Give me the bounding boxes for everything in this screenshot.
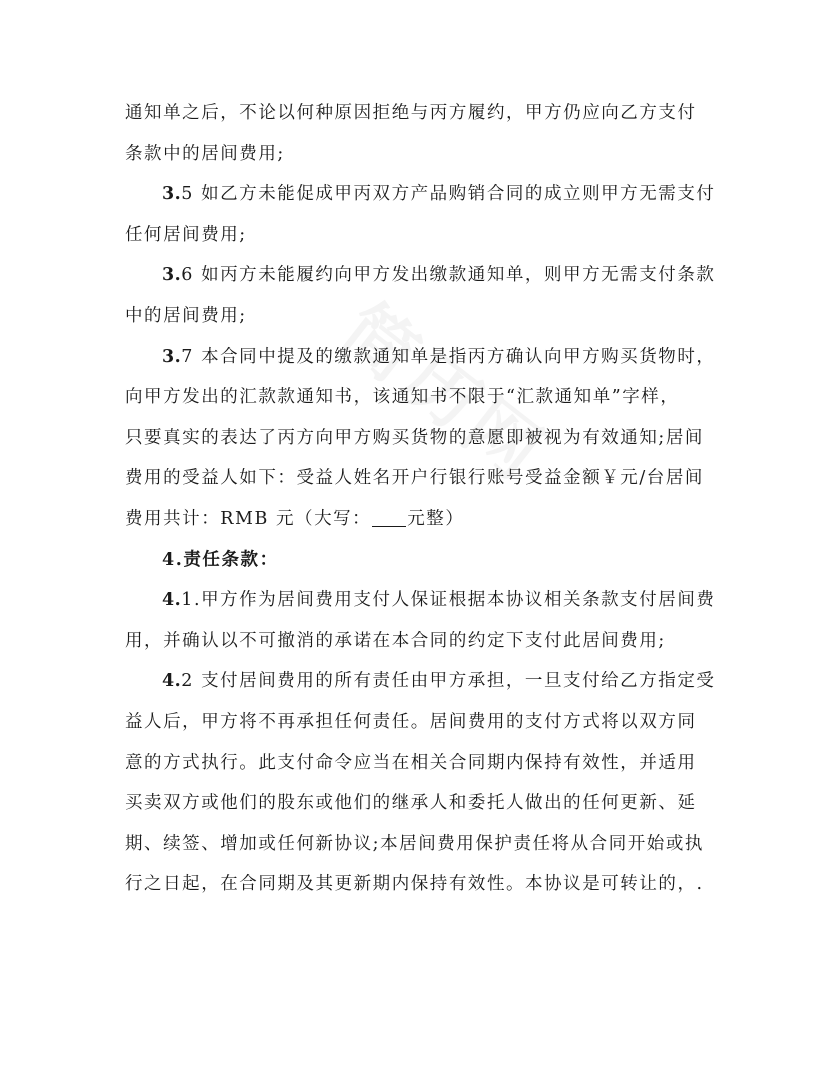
clause-number: 4. <box>162 590 182 611</box>
text-line: 益人后，甲方将不再承担任何责任。居间费用的支付方式将以双方同 <box>125 711 697 732</box>
clause-text: 7 本合同中提及的缴款通知单是指丙方确认向甲方购买货物时， <box>181 346 716 367</box>
contract-body <box>125 93 716 905</box>
clause-3-7 <box>125 337 716 540</box>
text-line: 期、续签、增加或任何新协议;本居间费用保护责任将从合同开始或执 <box>125 833 704 854</box>
clause-3-5 <box>125 174 716 255</box>
clause-text: 6 如丙方未能履约向甲方发出缴款通知单，则甲方无需支付条款 <box>181 265 716 286</box>
clause-first-line <box>125 337 716 378</box>
clause-3-6 <box>125 255 716 336</box>
fee-total-suffix: 元整） <box>407 508 465 529</box>
clause-text: 2 支付居间费用的所有责任由甲方承担，一旦支付给乙方指定受 <box>181 671 716 692</box>
fee-total-line <box>125 499 710 540</box>
clause-number: 3. <box>162 265 182 286</box>
clause-first-line <box>125 580 716 621</box>
text-line: 条款中的居间费用; <box>125 143 285 164</box>
clause-number: 3. <box>162 346 182 367</box>
text-line: 任何居间费用; <box>125 224 247 245</box>
clause-text: 1.甲方作为居间费用支付人保证根据本协议相关条款支付居间费 <box>181 590 716 611</box>
section-heading-4: 4.责任条款： <box>162 549 279 570</box>
amount-blank-field[interactable] <box>372 512 406 527</box>
text-line: 用，并确认以不可撤消的承诺在本合同的约定下支付此居间费用; <box>125 630 666 651</box>
text-line: 向甲方发出的汇款款通知书，该通知书不限于“汇款通知单”字样， <box>125 387 680 408</box>
clause-first-line <box>125 255 716 296</box>
clause-number: 3. <box>162 184 182 205</box>
fee-total-prefix: 费用共计：RMB 元（大写： <box>125 508 372 529</box>
text-line: 中的居间费用; <box>125 305 247 326</box>
clause-text: 5 如乙方未能促成甲丙双方产品购销合同的成立则甲方无需支付 <box>181 184 716 205</box>
clause-first-line <box>125 174 716 215</box>
clause-number: 4. <box>162 671 182 692</box>
paragraph-3-4-continuation <box>125 93 710 174</box>
text-line: 行之日起，在合同期及其更新期内保持有效性。本协议是可转让的，. <box>125 874 704 895</box>
text-line: 费用的受益人如下：受益人姓名开户行银行账号受益金额￥元/台居间 <box>125 468 704 489</box>
text-line: 买卖双方或他们的股东或他们的继承人和委托人做出的任何更新、延 <box>125 793 697 814</box>
clause-4-2 <box>125 661 716 905</box>
text-line: 只要真实的表达了丙方向甲方购买货物的意愿即被视为有效通知;居间 <box>125 427 704 448</box>
text-line: 意的方式执行。此支付命令应当在相关合同期内保持有效性，并适用 <box>125 752 697 773</box>
clause-4-1 <box>125 580 716 661</box>
clause-first-line <box>125 661 716 702</box>
text-line: 通知单之后，不论以何种原因拒绝与丙方履约，甲方仍应向乙方支付 <box>125 103 697 123</box>
